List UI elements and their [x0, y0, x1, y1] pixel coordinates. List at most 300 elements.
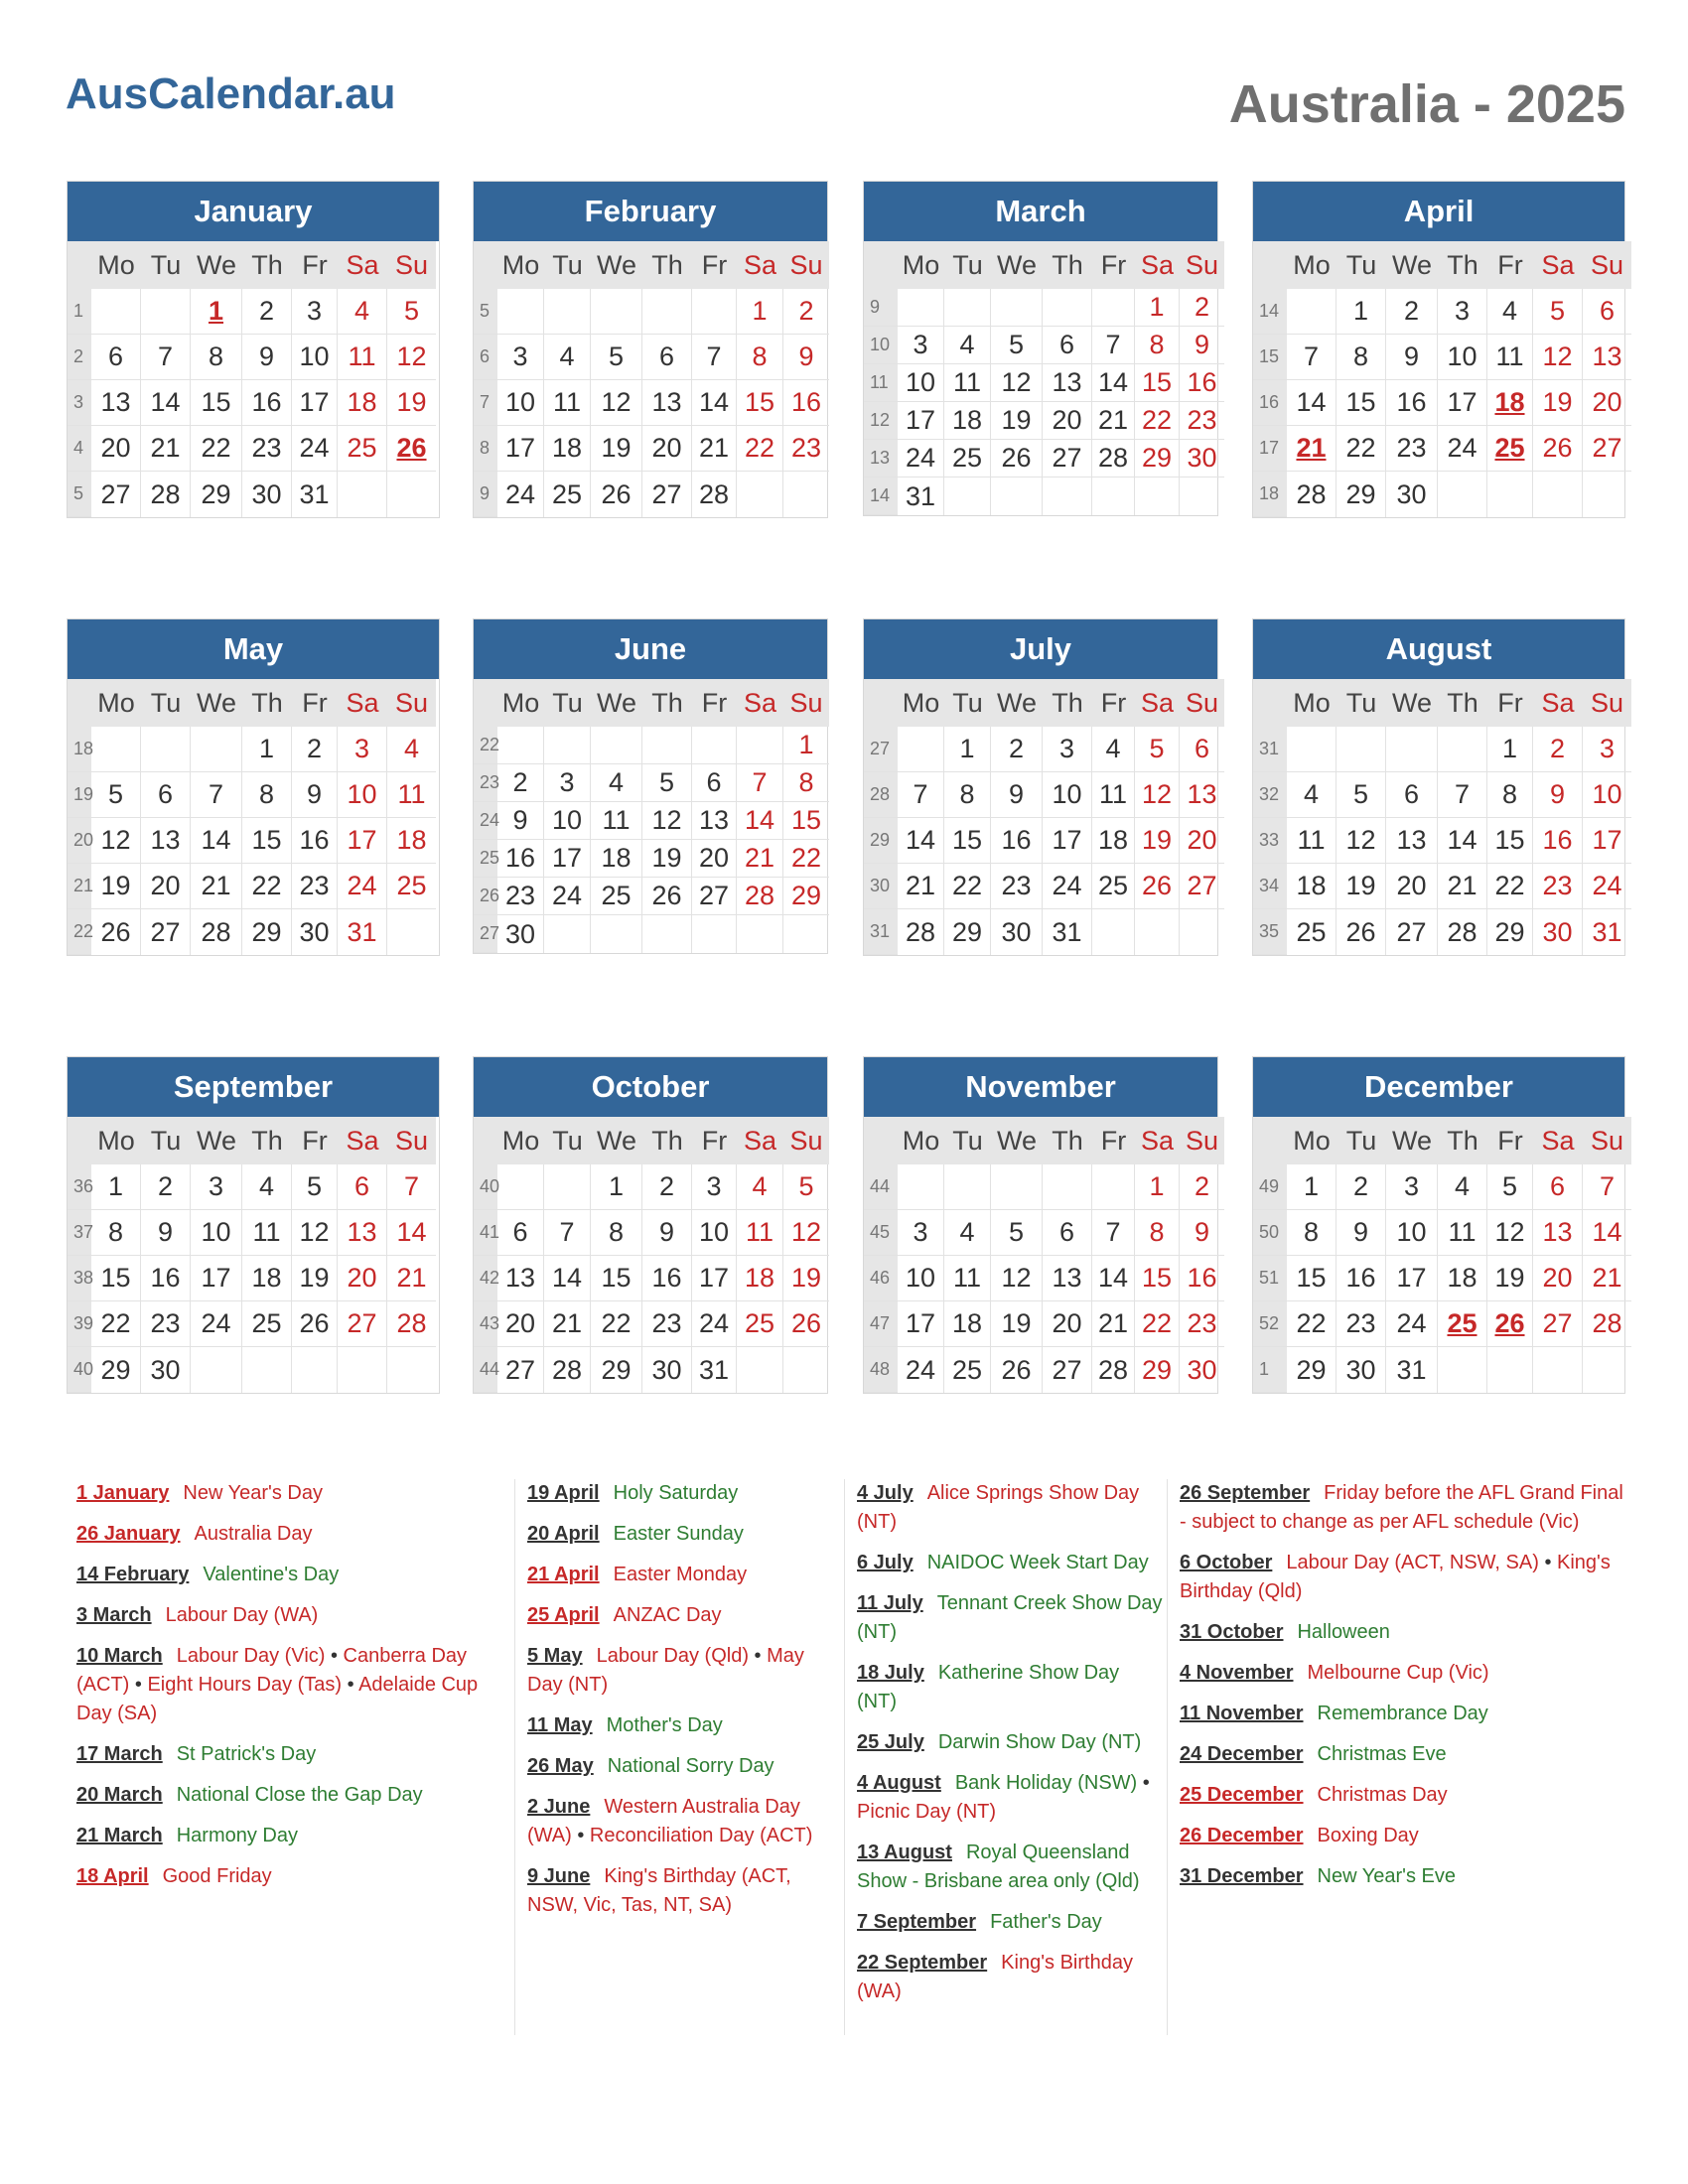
day-cell[interactable]: 28 — [387, 1301, 436, 1347]
day-cell[interactable]: 19 — [292, 1256, 338, 1301]
holiday-date[interactable]: 26 January — [76, 1523, 181, 1545]
day-cell[interactable]: 27 — [642, 472, 692, 517]
day-cell[interactable]: 29 — [1487, 909, 1533, 955]
day-cell[interactable]: 24 — [497, 472, 544, 517]
day-cell[interactable]: 16 — [292, 818, 338, 864]
day-cell[interactable]: 1 — [1487, 727, 1533, 772]
day-cell[interactable]: 29 — [1135, 440, 1180, 478]
day-cell[interactable]: 22 — [191, 426, 242, 472]
day-cell[interactable]: 17 — [1583, 818, 1631, 864]
day-cell[interactable]: 5 — [387, 289, 436, 335]
day-cell[interactable]: 14 — [191, 818, 242, 864]
holiday-date[interactable]: 22 September — [857, 1952, 988, 1974]
day-cell[interactable]: 28 — [141, 472, 191, 517]
day-cell[interactable]: 19 — [991, 402, 1043, 440]
holiday-date[interactable]: 17 March — [76, 1743, 163, 1765]
day-cell[interactable]: 31 — [1386, 1347, 1438, 1393]
day-cell[interactable]: 14 — [1583, 1210, 1631, 1256]
day-cell[interactable]: 7 — [1092, 1210, 1135, 1256]
day-cell[interactable]: 16 — [141, 1256, 191, 1301]
day-cell[interactable]: 10 — [1043, 772, 1092, 818]
day-cell[interactable]: 12 — [91, 818, 141, 864]
day-cell[interactable]: 25 — [1438, 1301, 1487, 1347]
day-cell[interactable]: 26 — [387, 426, 436, 472]
day-cell[interactable]: 24 — [191, 1301, 242, 1347]
day-cell[interactable]: 26 — [642, 878, 692, 915]
day-cell[interactable]: 24 — [338, 864, 387, 909]
day-cell[interactable]: 4 — [1438, 1164, 1487, 1210]
day-cell[interactable]: 4 — [737, 1164, 783, 1210]
day-cell[interactable]: 5 — [292, 1164, 338, 1210]
day-cell[interactable]: 29 — [191, 472, 242, 517]
day-cell[interactable]: 13 — [1533, 1210, 1583, 1256]
day-cell[interactable]: 3 — [692, 1164, 737, 1210]
day-cell[interactable]: 11 — [1487, 335, 1533, 380]
day-cell[interactable]: 29 — [91, 1347, 141, 1393]
day-cell[interactable]: 6 — [497, 1210, 544, 1256]
day-cell[interactable]: 12 — [1533, 335, 1583, 380]
day-cell[interactable]: 21 — [141, 426, 191, 472]
day-cell[interactable]: 28 — [898, 909, 944, 955]
day-cell[interactable]: 20 — [1043, 1301, 1092, 1347]
day-cell[interactable]: 7 — [1438, 772, 1487, 818]
day-cell[interactable]: 28 — [692, 472, 737, 517]
day-cell[interactable]: 27 — [1043, 440, 1092, 478]
day-cell[interactable]: 18 — [591, 840, 642, 878]
day-cell[interactable]: 6 — [1180, 727, 1224, 772]
holiday-date[interactable]: 19 April — [527, 1482, 600, 1504]
day-cell[interactable]: 23 — [1180, 1301, 1224, 1347]
day-cell[interactable]: 9 — [991, 772, 1043, 818]
day-cell[interactable]: 30 — [242, 472, 292, 517]
day-cell[interactable]: 10 — [338, 772, 387, 818]
day-cell[interactable]: 18 — [544, 426, 591, 472]
day-cell[interactable]: 3 — [1438, 289, 1487, 335]
day-cell[interactable]: 26 — [991, 1347, 1043, 1393]
day-cell[interactable]: 14 — [387, 1210, 436, 1256]
day-cell[interactable]: 19 — [591, 426, 642, 472]
day-cell[interactable]: 13 — [141, 818, 191, 864]
day-cell[interactable]: 14 — [737, 802, 783, 840]
day-cell[interactable]: 3 — [1386, 1164, 1438, 1210]
day-cell[interactable]: 10 — [497, 380, 544, 426]
day-cell[interactable]: 8 — [1336, 335, 1386, 380]
day-cell[interactable]: 13 — [692, 802, 737, 840]
day-cell[interactable]: 23 — [292, 864, 338, 909]
holiday-date[interactable]: 6 July — [857, 1552, 914, 1573]
day-cell[interactable]: 26 — [1336, 909, 1386, 955]
day-cell[interactable]: 31 — [1043, 909, 1092, 955]
day-cell[interactable]: 15 — [1336, 380, 1386, 426]
day-cell[interactable]: 27 — [91, 472, 141, 517]
day-cell[interactable]: 21 — [544, 1301, 591, 1347]
day-cell[interactable]: 8 — [1135, 327, 1180, 364]
day-cell[interactable]: 15 — [783, 802, 829, 840]
day-cell[interactable]: 23 — [1386, 426, 1438, 472]
day-cell[interactable]: 25 — [544, 472, 591, 517]
day-cell[interactable]: 16 — [497, 840, 544, 878]
day-cell[interactable]: 6 — [91, 335, 141, 380]
day-cell[interactable]: 10 — [1438, 335, 1487, 380]
day-cell[interactable]: 13 — [497, 1256, 544, 1301]
holiday-date[interactable]: 20 April — [527, 1523, 600, 1545]
day-cell[interactable]: 5 — [591, 335, 642, 380]
day-cell[interactable]: 6 — [1583, 289, 1631, 335]
day-cell[interactable]: 23 — [1336, 1301, 1386, 1347]
day-cell[interactable]: 4 — [1487, 289, 1533, 335]
day-cell[interactable]: 23 — [783, 426, 829, 472]
day-cell[interactable]: 6 — [1533, 1164, 1583, 1210]
day-cell[interactable]: 7 — [692, 335, 737, 380]
day-cell[interactable]: 24 — [898, 1347, 944, 1393]
day-cell[interactable]: 2 — [242, 289, 292, 335]
day-cell[interactable]: 30 — [1180, 440, 1224, 478]
day-cell[interactable]: 4 — [591, 764, 642, 802]
day-cell[interactable]: 25 — [591, 878, 642, 915]
day-cell[interactable]: 19 — [991, 1301, 1043, 1347]
day-cell[interactable]: 4 — [544, 335, 591, 380]
day-cell[interactable]: 7 — [737, 764, 783, 802]
day-cell[interactable]: 19 — [1487, 1256, 1533, 1301]
day-cell[interactable]: 2 — [1336, 1164, 1386, 1210]
day-cell[interactable]: 9 — [1180, 327, 1224, 364]
day-cell[interactable]: 18 — [944, 402, 991, 440]
day-cell[interactable]: 8 — [944, 772, 991, 818]
holiday-date[interactable]: 20 March — [76, 1784, 163, 1806]
day-cell[interactable]: 17 — [898, 402, 944, 440]
day-cell[interactable]: 26 — [292, 1301, 338, 1347]
day-cell[interactable]: 28 — [1583, 1301, 1631, 1347]
day-cell[interactable]: 6 — [642, 335, 692, 380]
day-cell[interactable]: 9 — [242, 335, 292, 380]
holiday-date[interactable]: 26 December — [1180, 1825, 1304, 1846]
day-cell[interactable]: 3 — [497, 335, 544, 380]
day-cell[interactable]: 2 — [991, 727, 1043, 772]
day-cell[interactable]: 9 — [783, 335, 829, 380]
holiday-date[interactable]: 18 July — [857, 1662, 924, 1684]
day-cell[interactable]: 24 — [898, 440, 944, 478]
day-cell[interactable]: 26 — [783, 1301, 829, 1347]
holiday-date[interactable]: 13 August — [857, 1842, 952, 1863]
day-cell[interactable]: 1 — [1336, 289, 1386, 335]
day-cell[interactable]: 9 — [642, 1210, 692, 1256]
holiday-date[interactable]: 21 April — [527, 1564, 600, 1585]
day-cell[interactable]: 7 — [1092, 327, 1135, 364]
day-cell[interactable]: 6 — [1386, 772, 1438, 818]
day-cell[interactable]: 25 — [338, 426, 387, 472]
day-cell[interactable]: 24 — [1583, 864, 1631, 909]
day-cell[interactable]: 18 — [242, 1256, 292, 1301]
day-cell[interactable]: 4 — [242, 1164, 292, 1210]
day-cell[interactable]: 3 — [1583, 727, 1631, 772]
day-cell[interactable]: 14 — [898, 818, 944, 864]
day-cell[interactable]: 12 — [783, 1210, 829, 1256]
day-cell[interactable]: 17 — [292, 380, 338, 426]
day-cell[interactable]: 1 — [191, 289, 242, 335]
day-cell[interactable]: 26 — [1533, 426, 1583, 472]
day-cell[interactable]: 19 — [1135, 818, 1180, 864]
day-cell[interactable]: 7 — [141, 335, 191, 380]
day-cell[interactable]: 6 — [1043, 327, 1092, 364]
day-cell[interactable]: 28 — [1092, 440, 1135, 478]
day-cell[interactable]: 28 — [191, 909, 242, 955]
day-cell[interactable]: 20 — [497, 1301, 544, 1347]
day-cell[interactable]: 8 — [737, 335, 783, 380]
day-cell[interactable]: 16 — [1533, 818, 1583, 864]
day-cell[interactable]: 19 — [91, 864, 141, 909]
day-cell[interactable]: 29 — [242, 909, 292, 955]
day-cell[interactable]: 17 — [1043, 818, 1092, 864]
day-cell[interactable]: 17 — [692, 1256, 737, 1301]
day-cell[interactable]: 29 — [1336, 472, 1386, 517]
day-cell[interactable]: 18 — [1487, 380, 1533, 426]
day-cell[interactable]: 12 — [1487, 1210, 1533, 1256]
day-cell[interactable]: 18 — [387, 818, 436, 864]
day-cell[interactable]: 1 — [737, 289, 783, 335]
holiday-date[interactable]: 26 September — [1180, 1482, 1311, 1504]
holiday-date[interactable]: 10 March — [76, 1645, 163, 1667]
holiday-date[interactable]: 4 August — [857, 1772, 941, 1794]
day-cell[interactable]: 26 — [591, 472, 642, 517]
day-cell[interactable]: 22 — [944, 864, 991, 909]
day-cell[interactable]: 7 — [1583, 1164, 1631, 1210]
holiday-date[interactable]: 25 December — [1180, 1784, 1304, 1806]
day-cell[interactable]: 9 — [497, 802, 544, 840]
day-cell[interactable]: 29 — [591, 1347, 642, 1393]
day-cell[interactable]: 26 — [91, 909, 141, 955]
day-cell[interactable]: 23 — [1180, 402, 1224, 440]
day-cell[interactable]: 30 — [1187, 1354, 1217, 1385]
day-cell[interactable]: 20 — [1583, 380, 1631, 426]
day-cell[interactable]: 27 — [1043, 1347, 1092, 1393]
day-cell[interactable]: 5 — [991, 327, 1043, 364]
day-cell[interactable]: 30 — [1386, 472, 1438, 517]
day-cell[interactable]: 4 — [1092, 727, 1135, 772]
day-cell[interactable]: 15 — [944, 818, 991, 864]
day-cell[interactable]: 21 — [1583, 1256, 1631, 1301]
day-cell[interactable]: 21 — [387, 1256, 436, 1301]
day-cell[interactable]: 17 — [497, 426, 544, 472]
day-cell[interactable]: 17 — [898, 1301, 944, 1347]
day-cell[interactable]: 2 — [1386, 289, 1438, 335]
day-cell[interactable]: 23 — [991, 864, 1043, 909]
day-cell[interactable]: 11 — [242, 1210, 292, 1256]
day-cell[interactable]: 22 — [91, 1301, 141, 1347]
day-cell[interactable]: 16 — [783, 380, 829, 426]
day-cell[interactable]: 7 — [544, 1210, 591, 1256]
day-cell[interactable]: 10 — [1583, 772, 1631, 818]
day-cell[interactable]: 18 — [944, 1301, 991, 1347]
day-cell[interactable]: 12 — [991, 364, 1043, 402]
day-cell[interactable]: 15 — [1135, 364, 1180, 402]
holiday-date[interactable]: 11 November — [1180, 1703, 1304, 1724]
day-cell[interactable]: 16 — [1336, 1256, 1386, 1301]
day-cell[interactable]: 17 — [1438, 380, 1487, 426]
day-cell[interactable]: 1 — [1135, 1164, 1180, 1210]
day-cell[interactable]: 10 — [292, 335, 338, 380]
day-cell[interactable]: 20 — [642, 426, 692, 472]
day-cell[interactable]: 11 — [591, 802, 642, 840]
day-cell[interactable]: 21 — [1438, 864, 1487, 909]
day-cell[interactable]: 1 — [944, 727, 991, 772]
holiday-date[interactable]: 31 December — [1180, 1865, 1304, 1887]
holiday-date[interactable]: 11 July — [857, 1592, 923, 1614]
day-cell[interactable]: 15 — [91, 1256, 141, 1301]
day-cell[interactable]: 22 — [242, 864, 292, 909]
day-cell[interactable]: 22 — [1135, 402, 1180, 440]
day-cell[interactable]: 25 — [944, 440, 991, 478]
day-cell[interactable]: 4 — [944, 327, 991, 364]
day-cell[interactable]: 30 — [141, 1347, 191, 1393]
day-cell[interactable]: 28 — [1287, 472, 1336, 517]
day-cell[interactable]: 20 — [1533, 1256, 1583, 1301]
day-cell[interactable]: 10 — [191, 1210, 242, 1256]
day-cell[interactable]: 6 — [1043, 1210, 1092, 1256]
day-cell[interactable]: 6 — [141, 772, 191, 818]
day-cell[interactable]: 22 — [1135, 1301, 1180, 1347]
day-cell[interactable]: 13 — [91, 380, 141, 426]
day-cell[interactable]: 28 — [1438, 909, 1487, 955]
day-cell[interactable]: 27 — [1533, 1301, 1583, 1347]
day-cell[interactable]: 15 — [242, 818, 292, 864]
holiday-date[interactable]: 25 April — [527, 1604, 600, 1626]
day-cell[interactable]: 21 — [1092, 402, 1135, 440]
day-cell[interactable]: 31 — [1592, 916, 1622, 947]
holiday-date[interactable]: 4 November — [1180, 1662, 1294, 1684]
day-cell[interactable]: 26 — [1135, 864, 1180, 909]
day-cell[interactable]: 10 — [692, 1210, 737, 1256]
day-cell[interactable]: 29 — [1287, 1347, 1336, 1393]
day-cell[interactable]: 19 — [387, 380, 436, 426]
day-cell[interactable]: 29 — [783, 878, 829, 915]
day-cell[interactable]: 14 — [141, 380, 191, 426]
day-cell[interactable]: 22 — [1336, 426, 1386, 472]
day-cell[interactable]: 11 — [737, 1210, 783, 1256]
day-cell[interactable]: 11 — [944, 364, 991, 402]
holiday-date[interactable]: 3 March — [76, 1604, 152, 1626]
day-cell[interactable]: 6 — [692, 764, 737, 802]
day-cell[interactable]: 11 — [1287, 818, 1336, 864]
day-cell[interactable]: 5 — [991, 1210, 1043, 1256]
day-cell[interactable]: 5 — [1487, 1164, 1533, 1210]
day-cell[interactable]: 8 — [1135, 1210, 1180, 1256]
day-cell[interactable]: 25 — [387, 864, 436, 909]
day-cell[interactable]: 19 — [783, 1256, 829, 1301]
day-cell[interactable]: 5 — [783, 1164, 829, 1210]
day-cell[interactable]: 8 — [1287, 1210, 1336, 1256]
day-cell[interactable]: 14 — [692, 380, 737, 426]
day-cell[interactable]: 31 — [898, 478, 944, 515]
day-cell[interactable]: 27 — [1386, 909, 1438, 955]
holiday-date[interactable]: 9 June — [527, 1865, 591, 1887]
day-cell[interactable]: 16 — [642, 1256, 692, 1301]
day-cell[interactable]: 13 — [1043, 364, 1092, 402]
day-cell[interactable]: 3 — [338, 727, 387, 772]
day-cell[interactable]: 14 — [544, 1256, 591, 1301]
day-cell[interactable]: 2 — [1533, 727, 1583, 772]
day-cell[interactable]: 17 — [338, 818, 387, 864]
day-cell[interactable]: 2 — [783, 289, 829, 335]
day-cell[interactable]: 3 — [544, 764, 591, 802]
day-cell[interactable]: 1 — [1135, 289, 1180, 327]
holiday-date[interactable]: 18 April — [76, 1865, 149, 1887]
holiday-date[interactable]: 31 October — [1180, 1621, 1284, 1643]
day-cell[interactable]: 2 — [292, 727, 338, 772]
day-cell[interactable]: 30 — [292, 909, 338, 955]
day-cell[interactable]: 22 — [1487, 864, 1533, 909]
day-cell[interactable]: 4 — [1287, 772, 1336, 818]
day-cell[interactable]: 27 — [338, 1301, 387, 1347]
day-cell[interactable]: 30 — [1336, 1347, 1386, 1393]
day-cell[interactable]: 5 — [1336, 772, 1386, 818]
day-cell[interactable]: 24 — [1386, 1301, 1438, 1347]
day-cell[interactable]: 27 — [1583, 426, 1631, 472]
day-cell[interactable]: 6 — [338, 1164, 387, 1210]
day-cell[interactable]: 11 — [1092, 772, 1135, 818]
holiday-date[interactable]: 25 July — [857, 1731, 924, 1753]
holiday-date[interactable]: 2 June — [527, 1796, 591, 1818]
day-cell[interactable]: 15 — [591, 1256, 642, 1301]
day-cell[interactable]: 24 — [292, 426, 338, 472]
day-cell[interactable]: 12 — [1135, 772, 1180, 818]
day-cell[interactable]: 20 — [91, 426, 141, 472]
day-cell[interactable]: 25 — [1092, 864, 1135, 909]
day-cell[interactable]: 17 — [1386, 1256, 1438, 1301]
day-cell[interactable]: 9 — [1336, 1210, 1386, 1256]
day-cell[interactable]: 7 — [387, 1164, 436, 1210]
day-cell[interactable]: 26 — [991, 440, 1043, 478]
day-cell[interactable]: 18 — [1287, 864, 1336, 909]
day-cell[interactable]: 21 — [1092, 1301, 1135, 1347]
day-cell[interactable]: 21 — [191, 864, 242, 909]
day-cell[interactable]: 1 — [242, 727, 292, 772]
day-cell[interactable]: 22 — [783, 840, 829, 878]
day-cell[interactable]: 21 — [898, 864, 944, 909]
day-cell[interactable]: 17 — [191, 1256, 242, 1301]
day-cell[interactable]: 19 — [1336, 864, 1386, 909]
day-cell[interactable]: 12 — [642, 802, 692, 840]
day-cell[interactable]: 9 — [1180, 1210, 1224, 1256]
day-cell[interactable]: 31 — [338, 909, 387, 955]
day-cell[interactable]: 22 — [737, 426, 783, 472]
day-cell[interactable]: 20 — [1180, 818, 1224, 864]
day-cell[interactable]: 15 — [1487, 818, 1533, 864]
holiday-date[interactable]: 1 January — [76, 1482, 170, 1504]
day-cell[interactable]: 2 — [642, 1164, 692, 1210]
holiday-date[interactable]: 24 December — [1180, 1743, 1304, 1765]
day-cell[interactable]: 29 — [1135, 1347, 1180, 1393]
day-cell[interactable]: 5 — [1135, 727, 1180, 772]
day-cell[interactable]: 24 — [692, 1301, 737, 1347]
day-cell[interactable]: 11 — [944, 1256, 991, 1301]
day-cell[interactable]: 13 — [338, 1210, 387, 1256]
day-cell[interactable]: 3 — [292, 289, 338, 335]
day-cell[interactable]: 12 — [591, 380, 642, 426]
day-cell[interactable]: 12 — [292, 1210, 338, 1256]
day-cell[interactable]: 21 — [737, 840, 783, 878]
day-cell[interactable]: 4 — [338, 289, 387, 335]
day-cell[interactable]: 14 — [1092, 364, 1135, 402]
day-cell[interactable]: 20 — [141, 864, 191, 909]
day-cell[interactable]: 1 — [591, 1164, 642, 1210]
day-cell[interactable]: 9 — [1386, 335, 1438, 380]
day-cell[interactable]: 8 — [242, 772, 292, 818]
day-cell[interactable]: 7 — [898, 772, 944, 818]
day-cell[interactable]: 15 — [191, 380, 242, 426]
day-cell[interactable]: 16 — [242, 380, 292, 426]
day-cell[interactable]: 15 — [737, 380, 783, 426]
day-cell[interactable]: 1 — [1287, 1164, 1336, 1210]
